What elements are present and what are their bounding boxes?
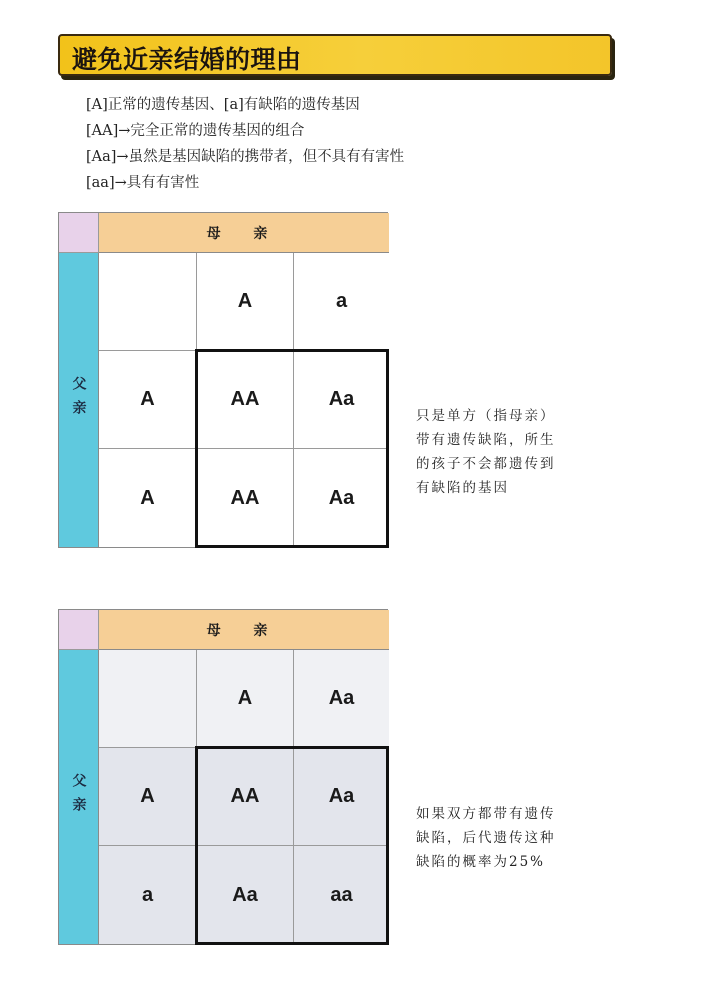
genotype-cell: Aa bbox=[294, 748, 389, 846]
genotype-cell: Aa bbox=[197, 846, 294, 944]
note-line: 有缺陷的基因 bbox=[416, 480, 509, 496]
intro-line: [aa]→具有有害性 bbox=[86, 175, 200, 191]
note-line: 的孩子不会都遗传到 bbox=[416, 456, 556, 472]
row-header-cell: A bbox=[99, 351, 197, 449]
mother-header: 母 亲 bbox=[99, 610, 389, 650]
intro-definitions bbox=[86, 92, 404, 196]
note-line: 缺陷，后代遗传这种 bbox=[416, 830, 556, 846]
father-side-header bbox=[59, 253, 99, 547]
intro-line: [Aa]→虽然是基因缺陷的携带者，但不具有有害性 bbox=[86, 149, 405, 165]
row-header-cell: a bbox=[99, 846, 197, 944]
father-side-header bbox=[59, 650, 99, 944]
note-line: 缺陷的概率为25% bbox=[416, 854, 546, 870]
empty-cell bbox=[99, 253, 197, 351]
column-header-cell: a bbox=[294, 253, 389, 351]
note-line: 如果双方都带有遗传 bbox=[416, 806, 556, 822]
table2-note bbox=[416, 802, 556, 874]
genotype-cell: Aa bbox=[294, 351, 389, 449]
punnett-table-1 bbox=[58, 212, 388, 548]
empty-cell bbox=[99, 650, 197, 748]
note-line: 只是单方（指母亲） bbox=[416, 408, 556, 424]
note-line: 带有遗传缺陷，所生 bbox=[416, 432, 556, 448]
column-header-cell: A bbox=[197, 253, 294, 351]
column-header-cell: Aa bbox=[294, 650, 389, 748]
table-corner bbox=[59, 610, 99, 650]
intro-line: [A]正常的遗传基因、[a]有缺陷的遗传基因 bbox=[86, 97, 360, 113]
genotype-cell: AA bbox=[197, 748, 294, 846]
mother-header: 母 亲 bbox=[99, 213, 389, 253]
intro-line: [AA]→完全正常的遗传基因的组合 bbox=[86, 123, 305, 139]
punnett-table-2 bbox=[58, 609, 388, 945]
genotype-cell: Aa bbox=[294, 449, 389, 547]
genotype-cell: AA bbox=[197, 351, 294, 449]
row-header-cell: A bbox=[99, 748, 197, 846]
title-banner bbox=[58, 34, 612, 76]
page-title: 避免近亲结婚的理由 bbox=[72, 45, 302, 74]
table1-note bbox=[416, 404, 556, 500]
genotype-cell: aa bbox=[294, 846, 389, 944]
father-label: 父亲 bbox=[70, 376, 87, 424]
column-header-cell: A bbox=[197, 650, 294, 748]
genotype-cell: AA bbox=[197, 449, 294, 547]
row-header-cell: A bbox=[99, 449, 197, 547]
table-corner bbox=[59, 213, 99, 253]
father-label: 父亲 bbox=[70, 773, 87, 821]
